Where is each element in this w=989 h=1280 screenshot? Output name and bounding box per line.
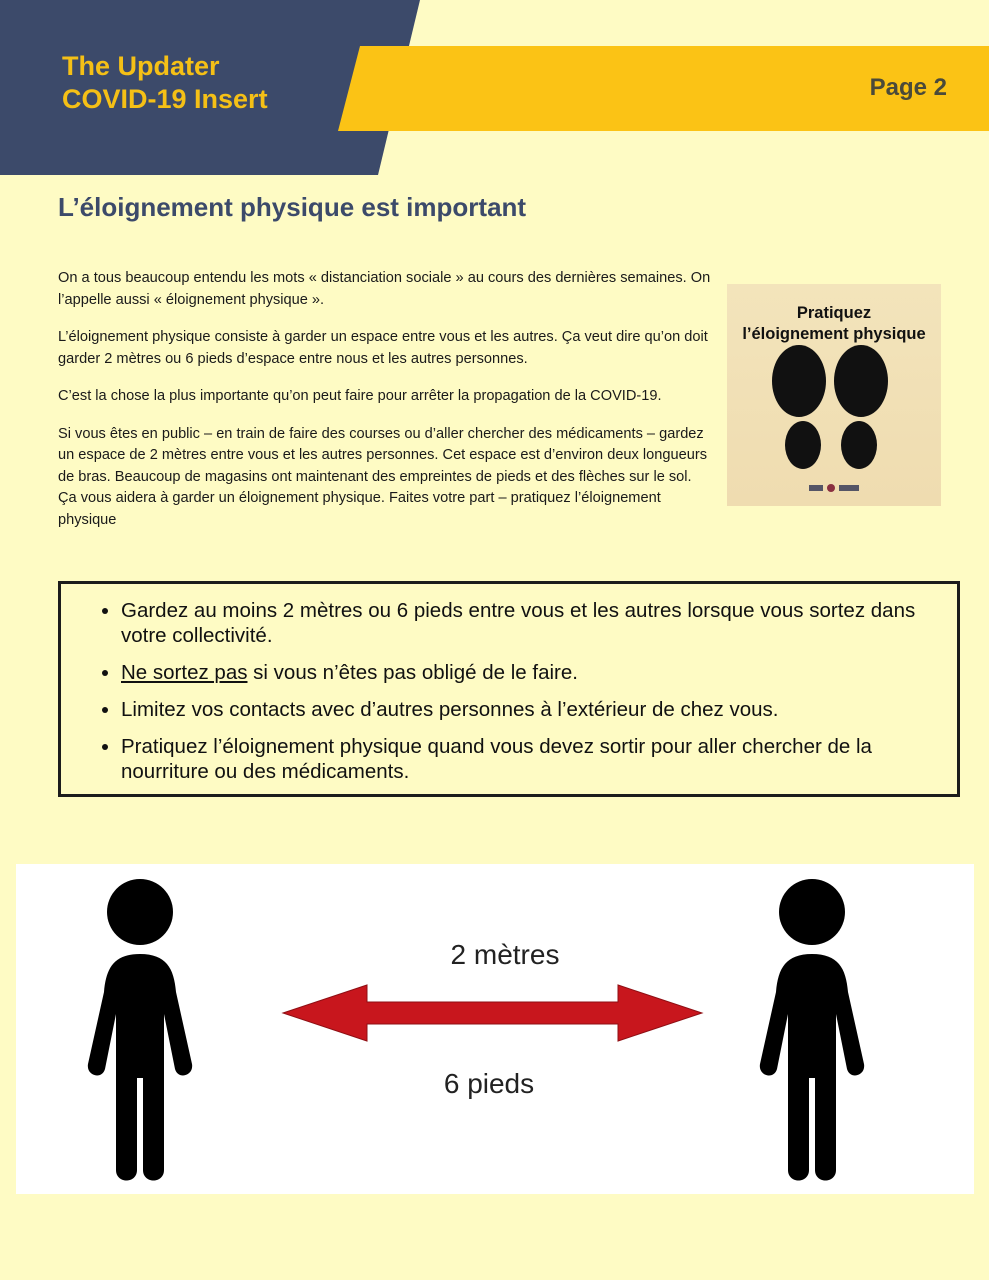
page-number: Page 2 <box>869 74 947 101</box>
article-title: L’éloignement physique est important <box>58 192 527 222</box>
brand-title <box>62 50 268 116</box>
left-sole <box>772 345 826 417</box>
tips-box <box>58 581 960 797</box>
paragraph: Si vous êtes en public – en train de faire des courses ou d’aller chercher des médicaments – gardez un espace de 2 mètres entre vous et les autres personnes. Cet espace est d’environ deux longueurs de bras. Beaucoup de magasins ont maintenant des empreintes de pieds et des flèches sur le sol. Ça vous aidera à garder un éloignement physique. Faites votre part – pratiquez l’éloignement physique <box>58 425 708 528</box>
paragraph: On a tous beaucoup entendu les mots « distanciation sociale » au cours des dernières semaines. On l’appelle aussi « éloignement physique ». <box>58 270 711 308</box>
header-banner <box>0 0 989 175</box>
right-sole <box>834 345 888 417</box>
illustration-graphic <box>16 864 974 1194</box>
distance-imperial-label: 6 pieds <box>443 1068 535 1099</box>
article-body <box>58 268 713 547</box>
list-item: • Pratiquez l’éloignement physique quand vous devez sortir pour aller chercher de la nourriture ou des médicaments. <box>121 734 945 784</box>
poster-title-line-2: l’éloignement physique <box>742 325 926 343</box>
person-icon <box>760 879 864 1181</box>
distance-metric-label: 2 mètres <box>450 939 560 970</box>
paragraph: L’éloignement physique consiste à garder un espace entre vous et les autres. Ça veut dire qu’on doit garder 2 mètres ou 6 pieds d’espace entre nous et les autres personnes. <box>58 329 708 367</box>
logo-mark <box>827 484 835 492</box>
distance-illustration <box>16 864 974 1194</box>
brand-line-2: COVID-19 Insert <box>62 84 268 114</box>
list-item <box>121 660 945 685</box>
underlined-text: Ne sortez pas <box>121 661 248 684</box>
brand-line-1: The Updater <box>62 51 220 81</box>
poster-title-line-1: Pratiquez <box>796 304 872 322</box>
logo-mark <box>839 485 859 491</box>
person-icon <box>88 879 192 1181</box>
list-item: • Limitez vos contacts avec d’autres personnes à l’extérieur de chez vous. <box>121 697 945 722</box>
list-item-text: si vous n’êtes pas obligé de le faire. <box>247 661 578 684</box>
footprints-icon <box>727 284 941 506</box>
right-heel <box>841 421 877 469</box>
distancing-poster <box>727 284 941 506</box>
list-item: • Gardez au moins 2 mètres ou 6 pieds entre vous et les autres lorsque vous sortez dans votre collectivité. <box>121 598 945 648</box>
logo-mark <box>809 485 823 491</box>
double-arrow-icon <box>283 985 702 1041</box>
left-heel <box>785 421 821 469</box>
paragraph: C’est la chose la plus importante qu’on peut faire pour arrêter la propagation de la COVID-19. <box>58 388 662 404</box>
tips-list <box>61 584 957 784</box>
